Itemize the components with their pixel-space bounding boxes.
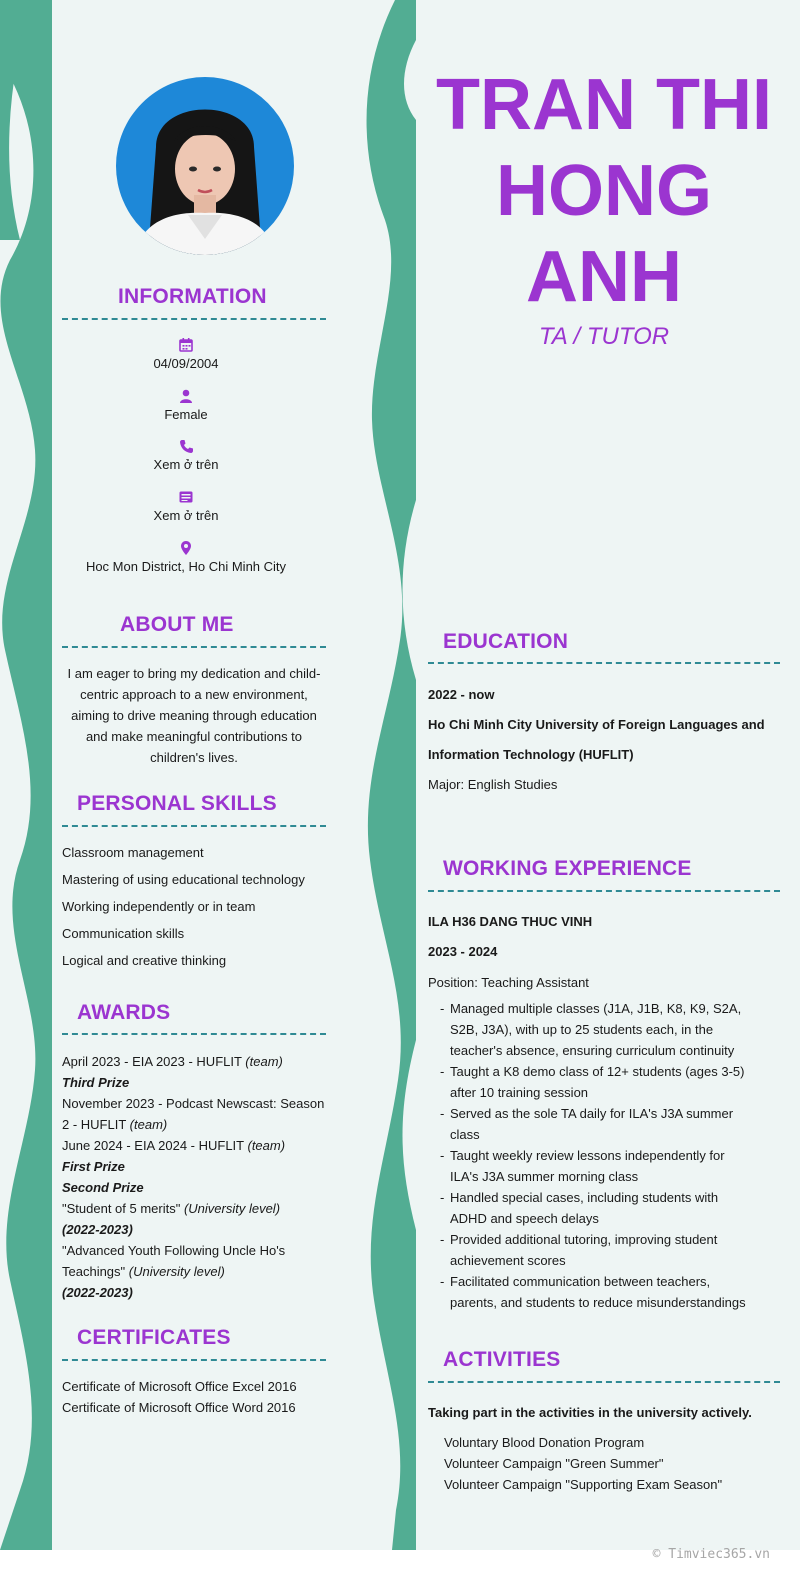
award-title: June 2024 - EIA 2024 - HUFLIT — [62, 1138, 248, 1153]
experience-period: 2023 - 2024 — [428, 944, 498, 959]
section-title-awards: AWARDS — [77, 1001, 171, 1024]
section-divider — [428, 1381, 780, 1383]
email-icon — [178, 489, 194, 505]
award-year: (2022-2023) — [62, 1222, 133, 1237]
watermark: © Timviec365.vn — [652, 1547, 770, 1562]
info-phone-text: Xem ở trên — [153, 457, 219, 472]
experience-position: Position: Teaching Assistant — [428, 975, 589, 990]
section-title-certificates: CERTIFICATES — [77, 1326, 231, 1349]
experience-task-text: Handled special cases, including students with ADHD and speech delays — [450, 1190, 719, 1226]
award-prize: Second Prize — [62, 1180, 144, 1195]
info-birthdate-text: 04/09/2004 — [153, 356, 219, 371]
section-divider — [62, 825, 326, 827]
experience-task: - Taught a K8 demo class of 12+ students (ages 3-5) after 10 training session — [440, 1061, 760, 1103]
activity-item: Volunteer Campaign "Supporting Exam Season" — [444, 1477, 723, 1492]
info-gender — [62, 388, 310, 422]
certificate-item: Certificate of Microsoft Office Excel 2016 — [62, 1379, 297, 1394]
section-title-experience: WORKING EXPERIENCE — [443, 857, 692, 880]
activity-item: Voluntary Blood Donation Program — [444, 1435, 645, 1450]
section-divider — [428, 890, 780, 892]
about-text: I am eager to bring my dedication and child-centric approach to a new environment, aiming to drive meaning through education and make meaningful contributions to children's lives. — [67, 666, 321, 765]
info-address — [62, 540, 310, 574]
skill-item: Logical and creative thinking — [62, 953, 227, 968]
award-title: November 2023 - Podcast Newscast: Season 2 - HUFLIT — [62, 1096, 325, 1132]
experience-task: - Handled special cases, including students with ADHD and speech delays — [440, 1187, 740, 1229]
award-tag: (team) — [245, 1054, 283, 1069]
award-prize: Third Prize — [62, 1075, 130, 1090]
skill-item: Mastering of using educational technology — [62, 872, 305, 887]
experience-task: - Served as the sole TA daily for ILA's J3A summer class — [440, 1103, 740, 1145]
award-item — [62, 1198, 328, 1219]
award-tag: (team) — [247, 1138, 286, 1153]
section-title-education: EDUCATION — [443, 630, 569, 653]
experience-task: - Facilitated communication between teachers, parents, and students to reduce misunderstandings — [440, 1271, 760, 1313]
skill-item: Working independently or in team — [62, 899, 256, 914]
award-item — [62, 1135, 328, 1156]
education-major: Major: English Studies — [428, 777, 558, 792]
location-icon — [178, 540, 194, 556]
award-title: April 2023 - EIA 2023 - HUFLIT — [62, 1054, 246, 1069]
education-school: Ho Chi Minh City University of Foreign Languages and — [428, 717, 765, 732]
calendar-icon — [178, 337, 194, 353]
info-email-text: Xem ở trên — [153, 508, 219, 523]
info-email — [62, 489, 310, 523]
info-gender-text: Female — [164, 407, 208, 422]
info-birthdate — [62, 337, 310, 371]
section-divider — [62, 1359, 326, 1361]
section-title-activities: ACTIVITIES — [443, 1348, 561, 1371]
certificate-item: Certificate of Microsoft Office Word 2016 — [62, 1400, 296, 1415]
user-icon — [178, 388, 194, 404]
activity-item: Volunteer Campaign "Green Summer" — [444, 1456, 664, 1471]
award-tag: (team) — [129, 1117, 168, 1132]
award-tag: (University level) — [128, 1264, 225, 1279]
skill-item: Communication skills — [62, 926, 185, 941]
section-divider — [428, 662, 780, 664]
experience-task-text: Taught a K8 demo class of 12+ students (ages 3-5) after 10 training session — [450, 1064, 745, 1100]
experience-task: - Taught weekly review lessons independently for ILA's J3A summer morning class — [440, 1145, 740, 1187]
education-school: Information Technology (HUFLIT) — [428, 747, 634, 762]
experience-task-text: Taught weekly review lessons independently for ILA's J3A summer morning class — [450, 1148, 725, 1184]
skill-item: Classroom management — [62, 845, 204, 860]
info-phone — [62, 438, 310, 472]
activities-summary: Taking part in the activities in the university actively. — [428, 1405, 752, 1420]
experience-task-text: Facilitated communication between teachers, parents, and students to reduce misunderstandings — [450, 1274, 746, 1310]
avatar — [116, 77, 294, 255]
award-item — [62, 1093, 328, 1135]
experience-task-text: Provided additional tutoring, improving student achievement scores — [450, 1232, 718, 1268]
experience-task: - Provided additional tutoring, improving student achievement scores — [440, 1229, 740, 1271]
awards-list — [62, 1051, 328, 1303]
section-divider — [62, 318, 326, 320]
award-title: "Student of 5 merits" — [62, 1201, 184, 1216]
award-title: "Advanced Youth Following Uncle Ho's Teachings" — [62, 1243, 286, 1279]
education-period: 2022 - now — [428, 687, 495, 702]
award-item — [62, 1240, 328, 1282]
award-tag: (University level) — [183, 1201, 281, 1216]
section-divider — [62, 1033, 326, 1035]
info-address-text: Hoc Mon District, Ho Chi Minh City — [85, 559, 287, 574]
experience-task-text: Served as the sole TA daily for ILA's J3A summer class — [450, 1106, 734, 1142]
phone-icon — [178, 438, 194, 454]
award-item — [62, 1051, 328, 1072]
section-title-skills: PERSONAL SKILLS — [77, 792, 277, 815]
experience-company: ILA H36 DANG THUC VINH — [428, 914, 593, 929]
experience-task-text: Managed multiple classes (J1A, J1B, K8, K9, S2A, S2B, J3A), with up to 25 students each, in the teacher's absence, ensuring curriculum continuity — [450, 1001, 742, 1058]
section-title-information: INFORMATION — [118, 285, 267, 308]
award-year: (2022-2023) — [62, 1285, 133, 1300]
candidate-name: TRAN THI HONG ANH — [436, 65, 772, 317]
award-prize: First Prize — [62, 1159, 125, 1174]
section-title-about: ABOUT ME — [120, 613, 234, 636]
section-divider — [62, 646, 326, 648]
experience-task: - Managed multiple classes (J1A, J1B, K8, K9, S2A, S2B, J3A), with up to 25 students each, in the teacher's absence, ensuring curriculum continuity — [440, 998, 746, 1061]
candidate-role: TA / TUTOR — [538, 323, 670, 350]
